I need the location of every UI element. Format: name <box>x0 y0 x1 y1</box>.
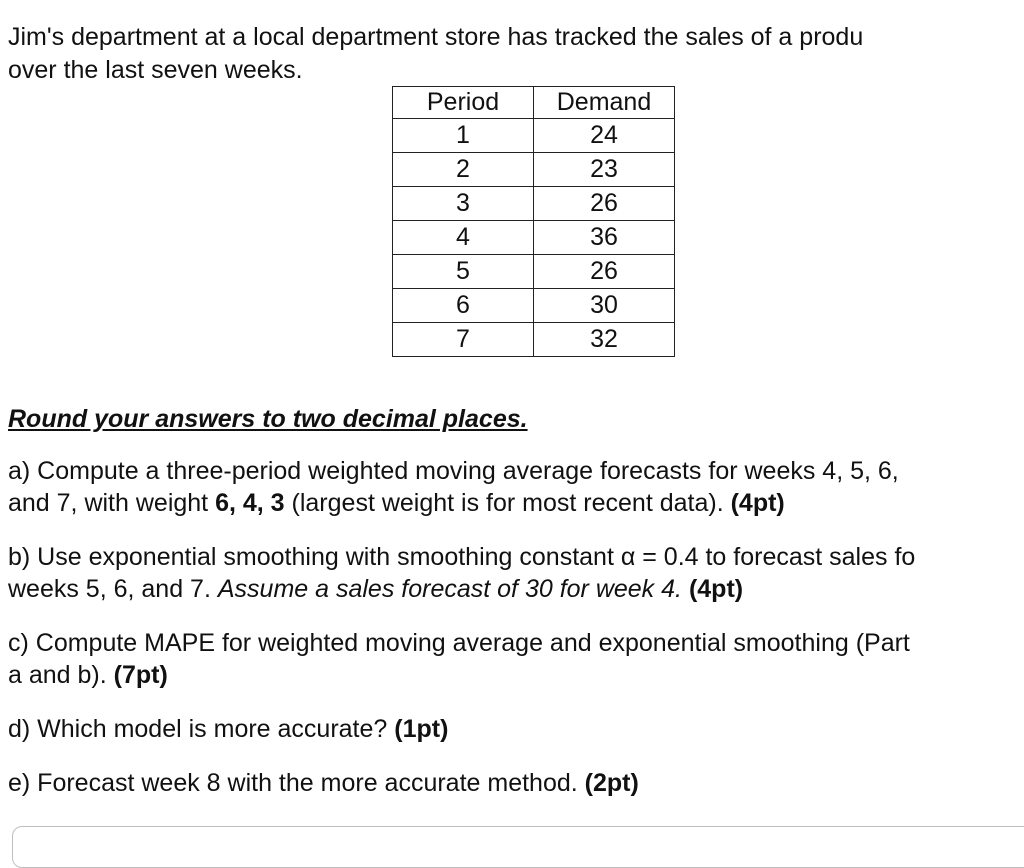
question-c-text: a and b). <box>8 661 114 689</box>
question-a-weights: 6, 4, 3 <box>215 489 285 517</box>
question-b-assumption: Assume a sales forecast of 30 for week 4. <box>217 575 682 603</box>
table-row <box>393 153 675 187</box>
demand-cell: 30 <box>534 289 675 323</box>
demand-cell: 24 <box>534 119 675 153</box>
question-e-text: e) Forecast week 8 with the more accurate method. <box>8 769 585 797</box>
question-a-text: and 7, with weight <box>8 489 216 517</box>
demand-cell: 26 <box>534 187 675 221</box>
period-header: Period <box>393 87 534 119</box>
intro-line-2: over the last seven weeks. <box>8 56 303 84</box>
period-cell: 6 <box>393 289 534 323</box>
period-cell: 7 <box>393 323 534 357</box>
intro-line-1: Jim's department at a local department store has tracked the sales of a produ <box>8 23 864 51</box>
rounding-instruction: Round your answers to two decimal places. <box>8 405 528 433</box>
demand-cell: 23 <box>534 153 675 187</box>
question-d-points: (1pt) <box>394 715 449 743</box>
demand-cell: 32 <box>534 323 675 357</box>
problem-page <box>8 0 1024 842</box>
question-c-points: (7pt) <box>113 661 168 689</box>
question-a-line-2 <box>8 488 785 518</box>
question-e <box>8 768 639 798</box>
table-row <box>393 255 675 289</box>
demand-table <box>392 86 675 357</box>
period-cell: 1 <box>393 119 534 153</box>
table-row <box>393 119 675 153</box>
question-b-text: weeks 5, 6, and 7. <box>8 575 218 603</box>
question-e-points: (2pt) <box>584 769 639 797</box>
question-d-text: d) Which model is more accurate? <box>8 715 395 743</box>
period-cell: 3 <box>393 187 534 221</box>
question-d <box>8 714 448 744</box>
period-cell: 5 <box>393 255 534 289</box>
table-row <box>393 187 675 221</box>
answer-input-box[interactable] <box>12 826 1024 868</box>
demand-header: Demand <box>534 87 675 119</box>
table-header-row <box>393 87 675 119</box>
question-b-line-2 <box>8 574 743 604</box>
demand-cell: 36 <box>534 221 675 255</box>
question-c-line-2 <box>8 660 168 690</box>
question-b-line-1: b) Use exponential smoothing with smoothing constant α = 0.4 to forecast sales fo <box>8 543 916 571</box>
period-cell: 2 <box>393 153 534 187</box>
question-a-text-tail: (largest weight is for most recent data). <box>284 489 731 517</box>
table-row <box>393 323 675 357</box>
question-b-spacer <box>682 575 689 603</box>
question-a-points: (4pt) <box>730 489 785 517</box>
table-row <box>393 221 675 255</box>
question-c-line-1: c) Compute MAPE for weighted moving average and exponential smoothing (Part <box>8 629 910 657</box>
question-a-line-1: a) Compute a three-period weighted moving average forecasts for weeks 4, 5, 6, <box>8 457 899 485</box>
table-row <box>393 289 675 323</box>
demand-cell: 26 <box>534 255 675 289</box>
period-cell: 4 <box>393 221 534 255</box>
question-b-points: (4pt) <box>688 575 744 603</box>
